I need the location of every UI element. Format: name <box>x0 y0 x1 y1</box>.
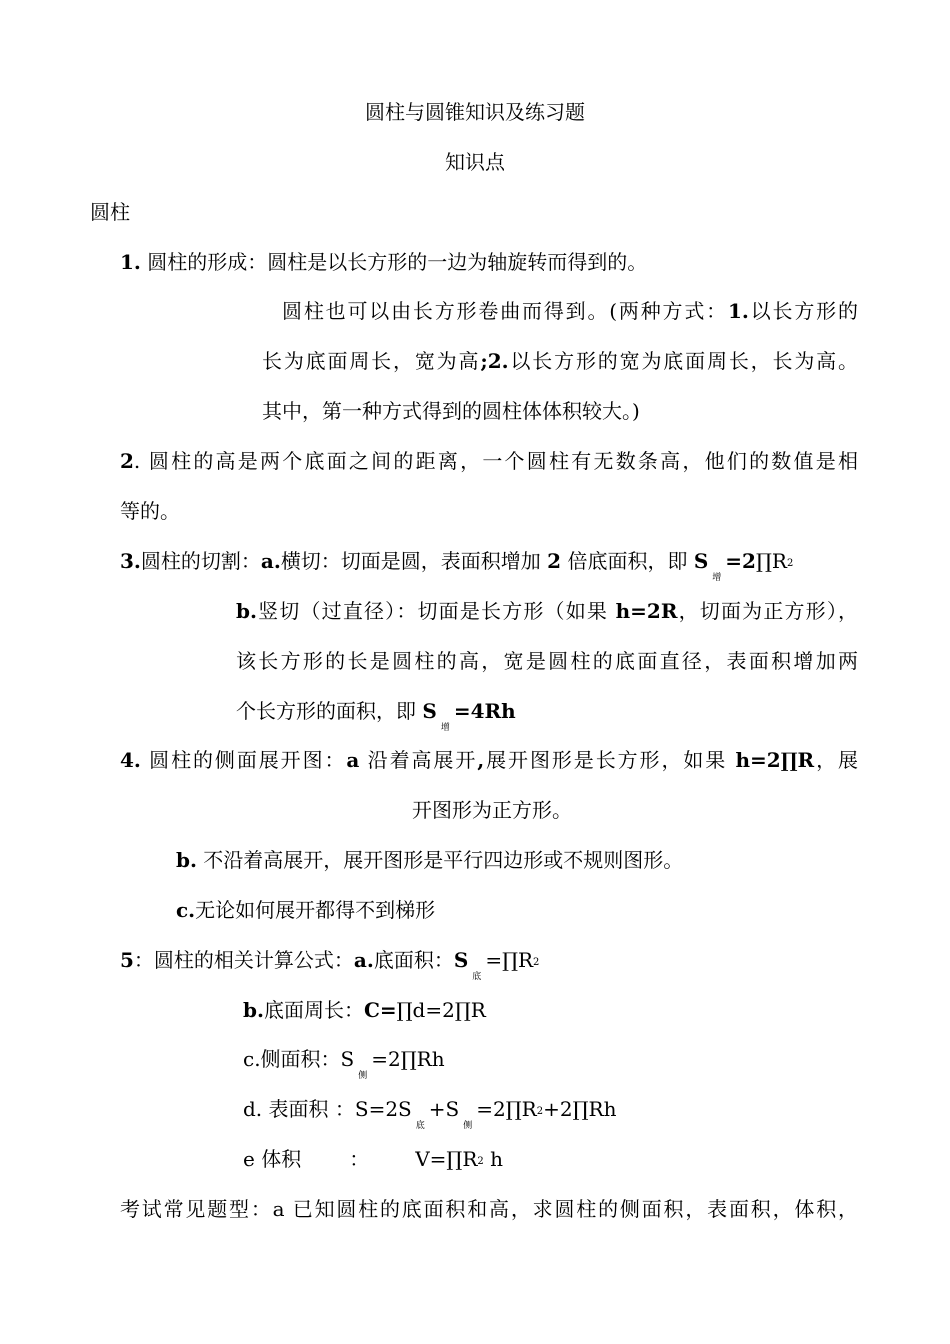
section-heading: 圆柱 <box>90 200 130 224</box>
item-2-line-1: 2. 圆柱的高是两个底面之间的距离，一个圆柱有无数条高，他们的数值是相 <box>120 449 858 473</box>
item-1 <box>120 248 647 276</box>
item-3-line-4: 个长方形的面积，即 $S_增=4Rh$ <box>236 699 516 733</box>
item-4-line-1: 4. 圆柱的侧面展开图：a 沿着高展开,展开图形是长方形，如果 h=2∏R，展 <box>120 748 859 772</box>
item-1-detail-line-2: 长为底面周长，宽为高;2.以长方形的宽为底面周长，长为高。 <box>262 349 858 373</box>
item-5-line-1: 5：圆柱的相关计算公式：a.底面积：$S_底=\prod R2$ <box>120 948 540 982</box>
item-1-text: 圆柱的形成：圆柱是以长方形的一边为轴旋转而得到的。 <box>147 250 648 274</box>
item-2-line-2: 等的。 <box>120 499 180 523</box>
exam-types-line: 考试常见题型：a 已知圆柱的底面积和高，求圆柱的侧面积，表面积，体积， <box>120 1197 858 1221</box>
item-5-line-5: e 体积 ： V=∏R2 h <box>243 1147 504 1171</box>
item-1-detail-line-1: 圆柱也可以由长方形卷曲而得到。(两种方式：1.以长方形的 <box>282 299 859 323</box>
document-subtitle: 知识点 <box>445 150 505 174</box>
item-1-detail-line-3: 其中，第一种方式得到的圆柱体体积较大。) <box>262 399 640 423</box>
item-4-line-2: 开图形为正方形。 <box>412 798 572 822</box>
document-title: 圆柱与圆锥知识及练习题 <box>365 100 585 124</box>
item-5-line-3: c.侧面积：$S_侧=2\prod Rh$ <box>243 1047 445 1081</box>
item-3-line-1: 3.圆柱的切割：a.横切：切面是圆，表面积增加 2 倍底面积，即 $S_增=2\prod R2$ <box>120 549 794 583</box>
item-1-number: 1. <box>120 250 141 274</box>
item-5-line-2: b.底面周长：C=∏d=2∏R <box>243 998 486 1022</box>
item-4-line-3: b. 不沿着高展开，展开图形是平行四边形或不规则图形。 <box>176 848 684 872</box>
item-3-line-2: b.竖切（过直径）：切面是长方形（如果 h=2R，切面为正方形）， <box>236 599 859 623</box>
item-4-line-4: c.无论如何展开都得不到梯形 <box>176 898 436 922</box>
item-3-line-3: 该长方形的长是圆柱的高，宽是圆柱的底面直径，表面积增加两 <box>236 649 858 673</box>
item-5-line-4: d. 表面积 ：$S=2S_底+S_侧=2\prod R2+2\prod Rh$ <box>243 1097 617 1131</box>
